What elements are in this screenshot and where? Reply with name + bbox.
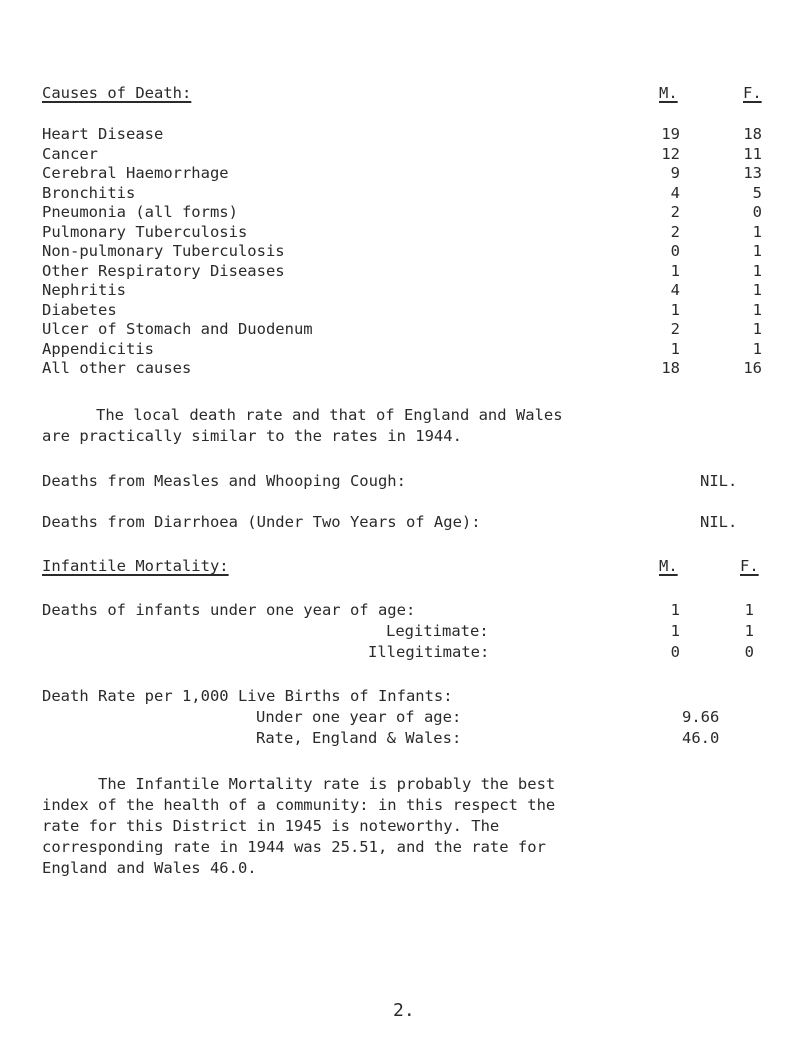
cause-label: Nephritis — [42, 281, 126, 299]
cause-female-count: 1 — [752, 242, 762, 260]
cause-label: Pneumonia (all forms) — [42, 203, 238, 221]
paragraph-line: The local death rate and that of England and Wales — [96, 406, 563, 424]
cause-row — [42, 223, 247, 241]
cause-male-count: 4 — [670, 183, 680, 202]
cause-row — [42, 184, 135, 202]
measles-value: NIL. — [700, 472, 738, 490]
cause-female-count: 13 — [743, 164, 762, 182]
cause-label: Ulcer of Stomach and Duodenum — [42, 320, 313, 338]
death-rate-under-value: 9.66 — [682, 708, 720, 726]
cause-male-count: 1 — [670, 261, 680, 280]
infant-row-label: Legitimate: — [386, 622, 489, 640]
cause-row — [42, 125, 163, 143]
paragraph-line: index of the health of a community: in this respect the — [42, 796, 556, 814]
infant-row-label: Deaths of infants under one year of age: — [42, 601, 416, 619]
paragraph-line: The Infantile Mortality rate is probably the best — [98, 775, 556, 793]
cause-female-count: 11 — [743, 144, 762, 163]
cause-label: Non-pulmonary Tuberculosis — [42, 242, 285, 260]
cause-female-count: 1 — [752, 300, 762, 319]
infant-row-female: 0 — [744, 643, 754, 661]
page-number: 2. — [393, 1000, 415, 1021]
cause-label: Cerebral Haemorrhage — [42, 164, 229, 182]
cause-male-count: 18 — [661, 359, 680, 377]
column-header-female: F. — [743, 84, 762, 102]
cause-row — [42, 145, 98, 163]
infant-row-male: 1 — [670, 622, 680, 640]
paragraph-line: rate for this District in 1945 is noteworthy. The — [42, 817, 500, 835]
cause-row — [42, 320, 313, 338]
cause-row — [42, 340, 154, 358]
cause-male-count: 2 — [670, 203, 680, 221]
cause-male-count: 12 — [661, 144, 680, 163]
cause-male-count: 1 — [670, 339, 680, 358]
measles-label: Deaths from Measles and Whooping Cough: — [42, 472, 406, 490]
cause-female-count: 1 — [752, 339, 762, 358]
infantile-col-female: F. — [740, 557, 759, 575]
cause-row — [42, 164, 229, 182]
cause-label: Appendicitis — [42, 339, 154, 358]
diarrhoea-value: NIL. — [700, 513, 738, 531]
paragraph-line: corresponding rate in 1944 was 25.51, and the rate for — [42, 838, 546, 856]
cause-label: Diabetes — [42, 300, 117, 319]
cause-female-count: 1 — [752, 222, 762, 241]
cause-female-count: 1 — [752, 281, 762, 299]
cause-male-count: 0 — [670, 242, 680, 260]
death-rate-under-label: Under one year of age: — [256, 708, 462, 726]
death-rate-eng-label: Rate, England & Wales: — [256, 729, 462, 747]
cause-male-count: 19 — [661, 125, 680, 143]
infant-row-label: Illegitimate: — [368, 643, 490, 661]
cause-female-count: 1 — [752, 320, 762, 338]
cause-row — [42, 242, 285, 260]
cause-row — [42, 262, 285, 280]
infant-row-male: 0 — [670, 643, 680, 661]
cause-male-count: 9 — [670, 164, 680, 182]
cause-label: All other causes — [42, 359, 192, 377]
column-header-male: M. — [659, 84, 678, 102]
cause-label: Cancer — [42, 144, 98, 163]
infant-row-female: 1 — [744, 622, 754, 640]
cause-row — [42, 301, 117, 319]
cause-male-count: 2 — [670, 222, 680, 241]
cause-row — [42, 203, 238, 221]
cause-male-count: 2 — [670, 320, 680, 338]
infantile-title: Infantile Mortality: — [42, 557, 229, 575]
cause-label: Heart Disease — [42, 125, 164, 143]
cause-female-count: 1 — [752, 261, 762, 280]
diarrhoea-label: Deaths from Diarrhoea (Under Two Years of Age): — [42, 513, 481, 531]
infant-row-male: 1 — [670, 601, 680, 619]
cause-label: Other Respiratory Diseases — [42, 261, 285, 280]
death-rate-title: Death Rate per 1,000 Live Births of Infants: — [42, 687, 453, 705]
cause-female-count: 0 — [752, 203, 762, 221]
paragraph-line: are practically similar to the rates in 1944. — [42, 427, 462, 445]
infant-row-female: 1 — [744, 601, 754, 619]
cause-label: Pulmonary Tuberculosis — [42, 222, 248, 241]
cause-label: Bronchitis — [42, 183, 136, 202]
cause-female-count: 18 — [743, 125, 762, 143]
section-title: Causes of Death: — [42, 84, 192, 102]
cause-row — [42, 359, 191, 377]
cause-male-count: 1 — [670, 300, 680, 319]
cause-male-count: 4 — [670, 281, 680, 299]
paragraph-line: England and Wales 46.0. — [42, 859, 257, 877]
death-rate-eng-value: 46.0 — [682, 729, 720, 747]
cause-female-count: 5 — [752, 183, 762, 202]
cause-female-count: 16 — [743, 359, 762, 377]
cause-row — [42, 281, 126, 299]
infantile-col-male: M. — [659, 557, 678, 575]
